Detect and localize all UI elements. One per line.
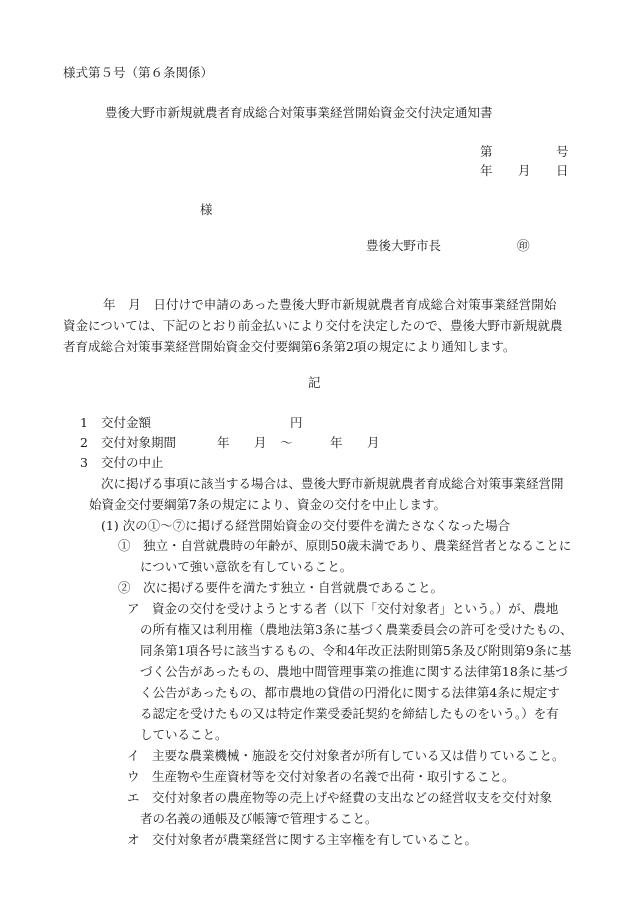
body-line-1: 年 月 日付けで申請のあった豊後大野市新規就農者育成総合対策事業経営開始: [103, 297, 557, 312]
item-2-number: 2: [80, 435, 88, 450]
item-3-line-8: の所有権又は利用権（農地法第3条に基づく農業委員会の許可を受けたもの、: [140, 622, 573, 637]
item-3-label: 交付の中止: [101, 455, 164, 470]
item-3-line-3: (1) 次の①～⑦に掲げる経営開始資金の交付要件を満たさなくなった場合: [101, 518, 511, 533]
item-3-line-9: 同条第1項各号に該当するもの、令和4年改正法附則第5条及び附則第9条に基: [140, 643, 572, 658]
item-3-line-1: 次に掲げる事項に該当する場合は、豊後大野市新規就農者育成総合対策事業経営開: [101, 476, 564, 491]
item-3-line-18: オ 交付対象者が農業経営に関する主宰権を有していること。: [127, 832, 478, 847]
issuer-name: 豊後大野市長: [366, 238, 442, 253]
item-2-month-1: 月: [254, 435, 267, 450]
item-3-line-11: く公告があったもの、都市農地の貸借の円滑化に関する法律第4条に規定す: [140, 685, 560, 700]
date-month: 月: [518, 163, 531, 178]
item-3-line-13: していること。: [140, 727, 228, 742]
number-go: 号: [556, 144, 569, 159]
item-3-line-14: イ 主要な農業機械・施設を交付対象者が所有している又は借りていること。: [127, 748, 565, 763]
item-2-year-2: 年: [330, 435, 343, 450]
item-3-line-7: ア 資金の交付を受けようとする者（以下「交付対象者」という。）が、農地: [127, 601, 559, 616]
addressee-sama: 様: [200, 202, 213, 217]
item-3-line-15: ウ 生産物や生産資材等を交付対象者の名義で出荷・取引すること。: [127, 769, 515, 784]
item-3-line-16: エ 交付対象者の農産物等の売上げや経費の支出などの経営収支を交付対象: [127, 790, 553, 805]
document-title: 豊後大野市新規就農者育成総合対策事業経営開始資金交付決定通知書: [105, 105, 493, 120]
item-3-line-6: ② 次に掲げる要件を満たす独立・自営就農であること。: [118, 580, 444, 595]
item-3-line-10: づく公告があったもの、農地中間管理事業の推進に関する法律第18条に基づ: [140, 664, 568, 679]
ki-heading: 記: [308, 375, 321, 390]
body-line-2: 資金については、下記のとおり前金払いにより交付を決定したので、豊後大野市新規就農: [63, 318, 563, 333]
item-3-line-4: ① 独立・自営就農時の年齢が、原則50歳未満であり、農業経営者となることに: [118, 538, 572, 553]
date-day: 日: [556, 163, 569, 178]
seal-mark: ㊞: [517, 238, 530, 253]
item-1-unit: 円: [290, 415, 303, 430]
item-3-line-2: 始資金交付要綱第7条の規定により、資金の交付を中止します。: [89, 497, 446, 512]
form-label: 様式第５号（第６条関係）: [63, 65, 214, 80]
item-1-number: 1: [80, 415, 88, 430]
item-3-number: 3: [80, 455, 88, 470]
item-2-year-1: 年: [217, 435, 230, 450]
item-3-line-12: る認定を受けたもの又は特定作業受委託契約を締結したものをいう。）を有: [140, 706, 559, 721]
item-3-line-5: について強い意欲を有していること。: [140, 559, 353, 574]
item-2-label: 交付対象期間: [101, 435, 177, 450]
item-1-label: 交付金額: [101, 415, 152, 430]
body-line-3: 者育成総合対策事業経営開始資金交付要綱第6条第2項の規定により通知します。: [63, 339, 516, 354]
item-2-tilde: ～: [280, 435, 293, 450]
item-3-line-17: 者の名義の通帳及び帳簿で管理すること。: [140, 811, 378, 826]
number-dai: 第: [480, 144, 493, 159]
item-2-month-2: 月: [367, 435, 380, 450]
date-year: 年: [480, 163, 493, 178]
